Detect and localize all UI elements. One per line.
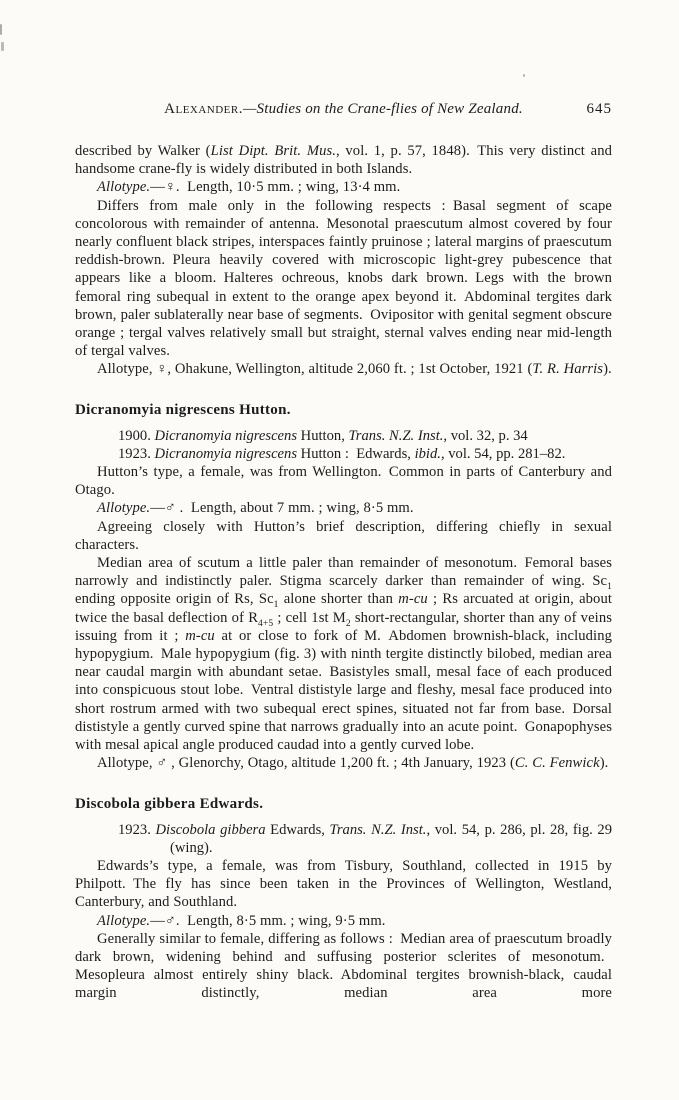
text-segment: , vol. 1, p. 57, 1848). This very distinct and handsome crane-fly is widely distributed in both Islands. <box>75 143 612 178</box>
text-segment: short-rectangular, shorter than any of veins issuing from it ; <box>75 609 612 644</box>
text-segment: Allotype, ♀, Ohakune, Wellington, altitude 2,060 ft. ; 1st October, 1921 ( <box>97 361 533 378</box>
text-segment: Allotype. <box>97 179 151 196</box>
text-segment: ). <box>599 755 609 772</box>
paragraph <box>75 178 612 196</box>
species-section <box>75 142 612 379</box>
text-segment: alone shorter than <box>278 591 399 608</box>
page-number: 645 <box>586 101 612 117</box>
text-segment: Hutton’s type, a female, was from Wellington. Common in parts of Canterbury and Otago. <box>75 464 612 499</box>
text-segment: Differs from male only in the following respects : Basal segment of scape concolorous with remainder of antenna. Mesonotal praescutum almost covered by four nearly confluent black stripes, interspaces faintly pruinose ; lateral margins of praescutum reddish-brown. Pleura heavily covered with microscopic light-grey pubescence that appears like a bloom. Halteres ochreous, knobs dark brown. Legs with the brown femoral ring subequal in extent to the orange apex beyond it. Abdominal tergites dark brown, paler sublaterally near base of segments. Ovipositor with genital segment obscure orange ; tergal valves relatively small but straight, sternal valves ending near mid-length of tergal valves. <box>75 197 612 360</box>
scan-artifact <box>1 42 4 51</box>
running-header-title: —Studies on the Crane-flies of New Zealand. <box>243 101 523 117</box>
text-segment: C. C. Fenwick <box>514 755 600 772</box>
species-section <box>75 796 612 1003</box>
text-segment: Edwards, <box>265 821 330 838</box>
synonymy-entry <box>75 821 612 857</box>
text-segment: Hutton : Edwards, <box>297 445 415 462</box>
text-segment: Allotype. <box>97 500 151 517</box>
paragraph <box>75 142 612 178</box>
text-segment: —♀. Length, 10·5 mm. ; wing, 13·4 mm. <box>150 179 401 196</box>
running-header-author: Alexander. <box>164 101 243 117</box>
paragraph <box>75 857 612 912</box>
text-segment: 1 <box>607 582 612 593</box>
paragraph <box>75 554 612 754</box>
text-segment: m-cu <box>185 627 215 644</box>
text-segment: Allotype, ♂ , Glenorchy, Otago, altitude 1,200 ft. ; 4th January, 1923 ( <box>97 755 515 772</box>
text-segment: , vol. 54, p. 286, pl. 28, fig. 29 (wing). <box>170 821 612 856</box>
text-segment: 1 <box>273 600 279 611</box>
paragraph <box>75 463 612 499</box>
paragraph <box>75 518 612 554</box>
scan-artifact <box>0 24 2 35</box>
text-segment: —♂ . Length, about 7 mm. ; wing, 8·5 mm. <box>150 500 414 517</box>
text-segment: , vol. 32, p. 34 <box>443 427 528 444</box>
paragraph <box>75 197 612 361</box>
text-segment: described by Walker ( <box>75 143 211 159</box>
text-segment: Allotype. <box>97 912 151 929</box>
text-segment: 1900. <box>118 427 155 444</box>
running-header <box>75 100 612 118</box>
text-segment: m-cu <box>398 591 428 608</box>
text-segment: T. R. Harris <box>532 361 604 378</box>
text-segment: Agreeing closely with Hutton’s brief description, differing chiefly in sexual characters. <box>75 518 612 553</box>
text-segment: 1923. <box>118 821 156 838</box>
text-segment: 2 <box>345 618 351 629</box>
synonymy-entry <box>75 445 612 463</box>
text-segment: ibid. <box>414 445 441 462</box>
text-segment: Trans. N.Z. Inst. <box>348 427 444 444</box>
text-segment: —♂. Length, 8·5 mm. ; wing, 9·5 mm. <box>150 912 386 929</box>
text-segment: Discobola gibbera <box>155 821 266 838</box>
text-segment: ). <box>603 361 612 378</box>
text-segment: List Dipt. Brit. Mus. <box>210 143 337 159</box>
paragraph <box>75 499 612 517</box>
text-segment: Dicranomyia nigrescens <box>154 445 298 462</box>
text-segment: Trans. N.Z. Inst. <box>329 821 427 838</box>
document-body <box>75 142 612 1003</box>
text-segment: Hutton, <box>297 427 349 444</box>
text-segment: ; Rs arcuated at origin, about twice the basal deflection of R <box>75 591 612 626</box>
paragraph <box>75 912 612 930</box>
text-segment: Generally similar to female, differing as follows : Median area of praescutum broadly dark brown, widening behind and suffusing posterior sclerites of mesonotum. Mesopleura almost entirely shiny black. Abdominal tergites brownish-black, caudal margin distinctly, median area more <box>75 930 612 1002</box>
text-segment: Median area of scutum a little paler than remainder of mesonotum. Femoral bases narrowly and indistinctly paler. Stigma scarcely darker than remainder of wing. Sc <box>75 555 612 590</box>
paragraph <box>75 360 612 378</box>
page-content <box>75 100 612 1003</box>
text-segment: , vol. 54, pp. 281–82. <box>440 445 566 462</box>
scan-artifact <box>523 74 525 77</box>
text-segment: ; cell 1st M <box>273 609 346 626</box>
text-segment: 1923. <box>118 445 155 462</box>
text-segment: Edwards’s type, a female, was from Tisbury, Southland, collected in 1915 by Philpott. The fly has since been taken in the Provinces of Wellington, Westland, Canterbury, and Southland. <box>75 857 612 911</box>
paragraph <box>75 754 612 772</box>
species-heading: Dicranomyia nigrescens Hutton. <box>75 401 291 418</box>
text-segment: at or close to fork of M. Abdomen brownish-black, including hypopygium. Male hypopygium (fig. 3) with ninth tergite distinctly bilobed, median area near caudal margin with abundant setae. Basistyles small, mesal face of each produced into conspicuous stout lobe. Ventral dististyle large and fleshy, mesal face produced into short rostrum armed with two subequal erect spines, situated not far from base. Dorsal dististyle a gently curved spine that narrows gradually into an acute point. Gonapophyses with mesal apical angle produced caudad into a gently curved lobe. <box>75 627 612 754</box>
species-section <box>75 402 612 773</box>
synonymy-entry <box>75 427 612 445</box>
text-segment: 4+5 <box>258 618 274 629</box>
paragraph <box>75 930 612 1003</box>
species-heading: Discobola gibbera Edwards. <box>75 795 264 812</box>
text-segment: Dicranomyia nigrescens <box>154 427 298 444</box>
text-segment: ending opposite origin of Rs, Sc <box>75 591 274 608</box>
